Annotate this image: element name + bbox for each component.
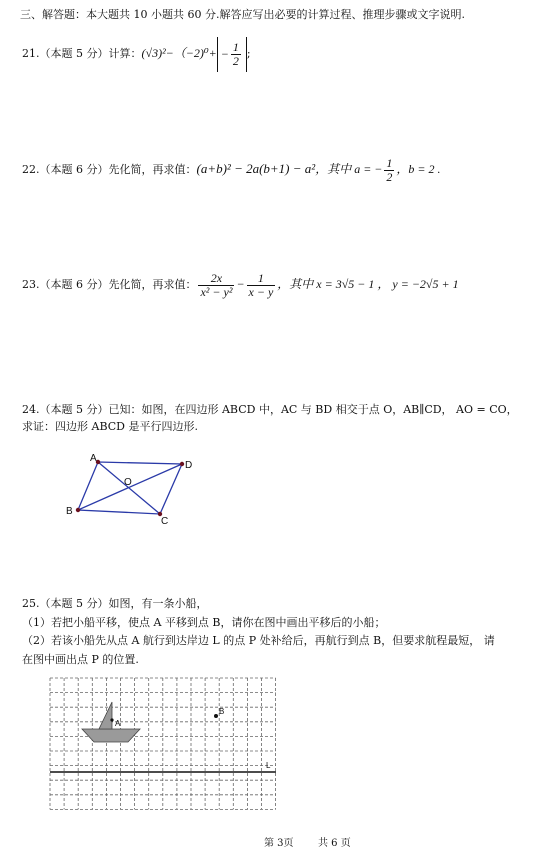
q21-frac-num: 1	[232, 40, 239, 54]
label-a: A	[90, 453, 97, 464]
boat-hull	[82, 729, 140, 742]
question-25-line2: （1）若把小船平移，使点 A 平移到点 B，请你在图中画出平移后的小船；	[22, 616, 386, 629]
boat-sail	[99, 702, 112, 729]
q23-f2-num: 1	[247, 272, 276, 286]
label-b-target: B	[219, 707, 225, 716]
parallelogram-diagram	[60, 452, 210, 532]
question-25-line4: 在图中画出点 P 的位置.	[22, 653, 139, 666]
boat-grid-diagram	[44, 676, 284, 814]
label-b: B	[66, 506, 73, 517]
q22-frac-den: 2	[386, 169, 393, 184]
label-c: C	[161, 516, 169, 527]
question-25-line1: 25.（本题 5 分）如图，有一条小船，	[22, 597, 208, 610]
q23-prefix: 23.（本题 6 分）先化简，再求值：	[22, 278, 197, 291]
point-d	[180, 462, 184, 466]
q21-frac-den: 2	[232, 54, 239, 68]
q23-f2-den: x − y	[248, 284, 274, 299]
q21-fraction	[231, 41, 241, 68]
label-l: L	[266, 761, 271, 770]
q22-condition-a: ，其中 a = −	[315, 162, 383, 176]
q21-prefix: 21.（本题 5 分）计算：	[22, 47, 142, 60]
footer-page: 第 3页	[264, 838, 294, 849]
question-21	[22, 36, 251, 70]
q22-expression: (a+b)² − 2a(b+1) − a²	[196, 161, 316, 176]
q22-fraction	[384, 157, 394, 184]
footer-total: 共 6 页	[318, 838, 351, 849]
point-a-boat	[110, 718, 113, 721]
point-b	[76, 508, 80, 512]
q21-expression: (√3)²−（−2)⁰+	[141, 46, 217, 60]
q21-abs-sign: −	[220, 46, 229, 61]
section-header: 三、解答题：本大题共 10 小题共 60 分.解答应写出必要的计算过程、推理步骤或文字说明.	[20, 8, 465, 21]
label-o: O	[124, 477, 132, 488]
question-23	[22, 266, 459, 302]
point-b-target	[214, 714, 218, 718]
q21-tail: ;	[246, 47, 251, 60]
q23-condition: ，其中 x = 3√5 − 1 ， y = −2√5 + 1	[277, 277, 459, 291]
q23-f1-num: 2x	[198, 272, 234, 286]
q23-fraction-2	[247, 272, 276, 299]
label-d: D	[185, 460, 193, 471]
question-24-line2: 求证：四边形 ABCD 是平行四边形.	[22, 420, 198, 433]
dashed-grid	[50, 678, 276, 809]
q23-minus: −	[236, 277, 245, 291]
q21-absolute-value	[217, 37, 247, 72]
q22-prefix: 22.（本题 6 分）先化简，再求值：	[22, 163, 197, 176]
q22-condition-b: ，b = 2 .	[396, 162, 441, 176]
q22-frac-num: 1	[386, 155, 393, 170]
question-24-line1: 24.（本题 5 分）已知：如图，在四边形 ABCD 中，AC 与 BD 相交于点 O，AB∥CD， AO = CO，	[22, 403, 518, 416]
question-22	[22, 152, 441, 186]
q23-f1-den: x² − y²	[200, 284, 233, 299]
question-25-line3: （2）若该小船先从点 A 航行到达岸边 L 的点 P 处补给后，再航行到点 B，但要求航程最短， 请	[22, 634, 495, 647]
label-a-boat: A	[115, 719, 121, 728]
q23-fraction-1	[198, 272, 234, 299]
